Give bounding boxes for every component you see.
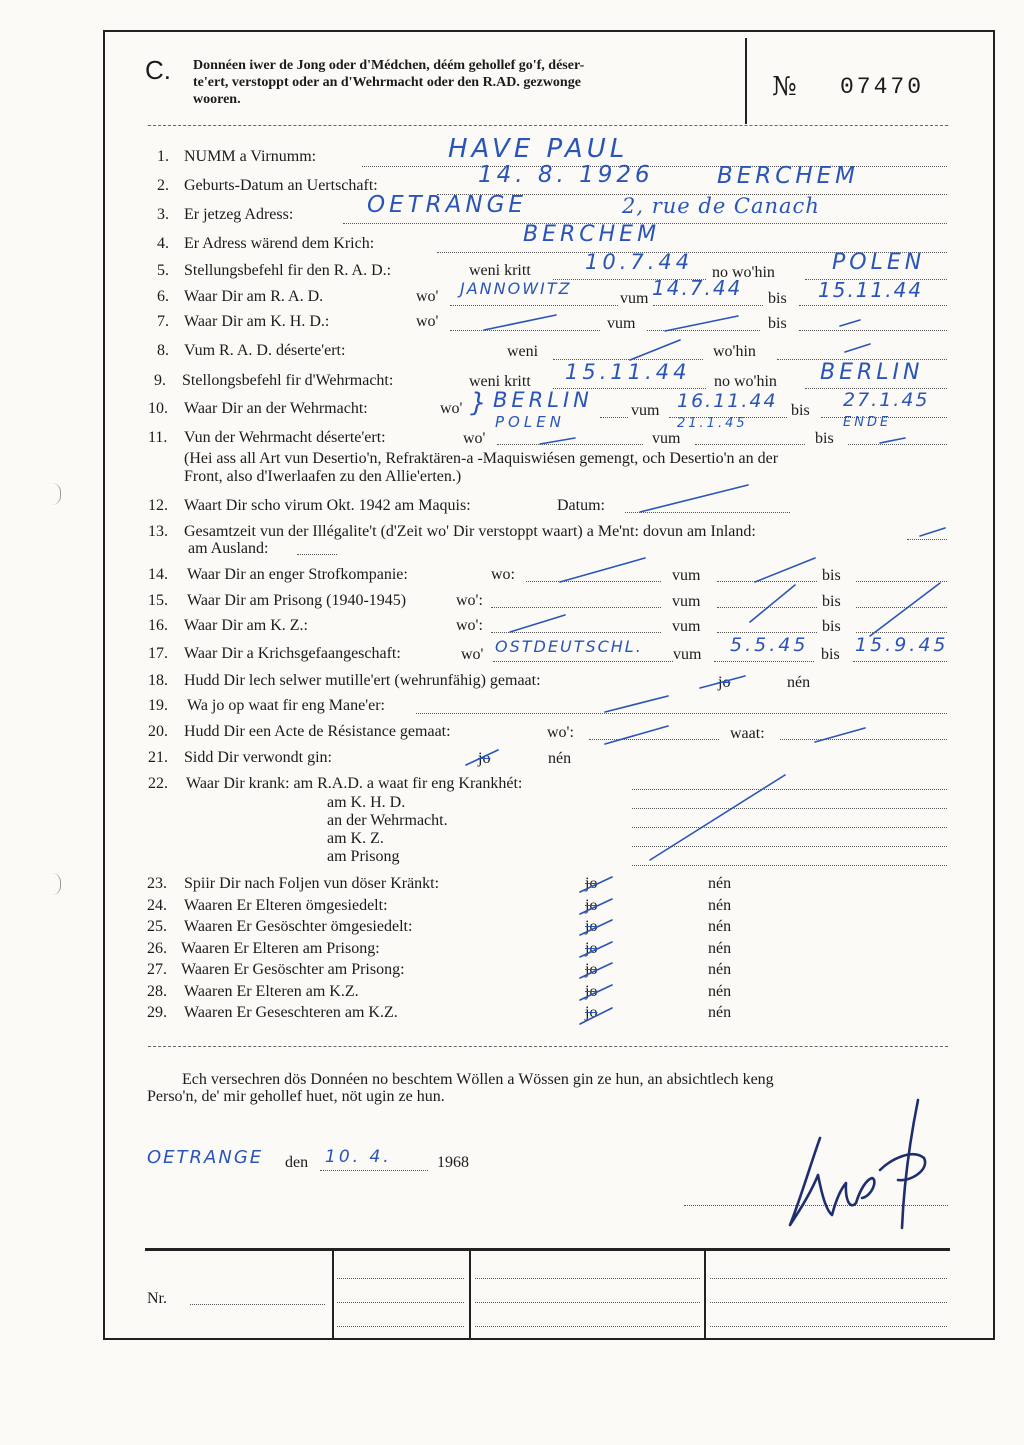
q7-vum: vum [607, 315, 636, 332]
footer-nr: Nr. [147, 1290, 167, 1307]
q20-waat-line [780, 739, 947, 740]
q14-wo: wo: [491, 566, 515, 583]
q19-line [416, 713, 947, 714]
header-title-line-2: te'ert, verstoppt oder an d'Wehrmacht oder den R.AD. gezwonge [193, 75, 581, 90]
q22-line-rad [632, 789, 947, 790]
q16-from-line [717, 632, 817, 633]
declaration-place-value[interactable]: OETRANGE [147, 1147, 264, 1168]
q6-place-value[interactable]: JANNOWITZ [460, 279, 572, 298]
q17-vum: vum [673, 646, 702, 663]
q12-date-line [625, 512, 790, 513]
q12-label: Waart Dir scho virum Okt. 1942 am Maquis: [184, 497, 471, 514]
q7-label: Waar Dir am K. H. D.: [184, 313, 330, 330]
q14-wo-line [526, 581, 661, 582]
yesno-nen-option[interactable]: nén [708, 940, 732, 957]
q6-vum: vum [620, 290, 649, 307]
q6-bis: bis [768, 290, 787, 307]
q6-to-line [799, 305, 947, 306]
footer-nr-line [190, 1304, 325, 1305]
q11-note-line-1: (Hei ass all Art vun Desertio'n, Refraktären-a -Maquiswiésen gemengt, och Desertio'n an der [184, 450, 779, 467]
header-rule [148, 125, 948, 126]
q13-label: Gesamtzeit vun der Illégalite't (d'Zeit wo' Dir verstoppt waart) a Me'nt: dovun am Inland: [184, 523, 756, 540]
q22-sub-wehrmacht: an der Wehrmacht. [327, 812, 448, 829]
yesno-nen-option[interactable]: nén [708, 918, 732, 935]
q17-wo: wo' [461, 646, 484, 663]
yesno-number: 24. [147, 897, 167, 914]
q10-brace: } [470, 388, 487, 418]
yesno-jo-option[interactable]: jo [585, 983, 598, 1000]
q11-number: 11. [148, 429, 168, 446]
q6-place-line [450, 305, 618, 306]
yesno-nen-option[interactable]: nén [708, 897, 732, 914]
q22-sub-khd: am K. H. D. [327, 794, 406, 811]
yesno-label: Waaren Er Elteren am Prisong: [181, 940, 380, 957]
q9-place-value[interactable]: BERLIN [820, 360, 924, 385]
q10-wo: wo' [440, 400, 463, 417]
yesno-label: Waaren Er Elteren ömgesiedelt: [184, 897, 388, 914]
q1-name-value[interactable]: HAVE PAUL [448, 134, 629, 164]
q19-label: Wa jo op waat fir eng Mane'er: [187, 697, 385, 714]
yesno-nen-option[interactable]: nén [708, 875, 732, 892]
q17-label: Waar Dir a Krichsgefaangeschaft: [184, 645, 401, 662]
q15-label: Waar Dir am Prisong (1940-1945) [187, 592, 407, 609]
q1-label: NUMM a Virnumm: [184, 148, 317, 165]
footer-cell-line [475, 1278, 700, 1279]
yesno-jo-option[interactable]: jo [585, 875, 598, 892]
q10-place2-value[interactable]: POLEN [495, 413, 565, 431]
q5-no-wohin: no wo'hin [712, 264, 775, 281]
yesno-label: Waaren Er Gesöschter ömgesiedelt: [184, 918, 413, 935]
yesno-label: Waaren Er Geseschteren am K.Z. [184, 1004, 398, 1021]
footer-cell-line [337, 1302, 464, 1303]
q1-line [362, 166, 947, 167]
q16-vum: vum [672, 618, 701, 635]
q5-weni-kritt: weni kritt [469, 262, 531, 279]
yesno-nen-option[interactable]: nén [708, 961, 732, 978]
q11-label: Vun der Wehrmacht déserte'ert: [184, 429, 386, 446]
q14-label: Waar Dir an enger Strofkompanie: [187, 566, 408, 583]
q7-bis: bis [768, 315, 787, 332]
q7-from-line [647, 330, 760, 331]
q3-number: 3. [157, 206, 169, 223]
q15-wo: wo': [456, 592, 483, 609]
q16-wo: wo': [456, 617, 483, 634]
q18-label: Hudd Dir lech selwer mutille'ert (wehrunfähig) gemaat: [184, 672, 541, 689]
q10-place-line [600, 417, 628, 418]
q2-date-value[interactable]: 14. 8. 1926 [478, 162, 654, 188]
declaration-line-1: Ech versechren dös Donnéen no beschtem Wöllen a Wössen gin ze hun, an absichtlech keng [182, 1071, 774, 1088]
q6-from-value[interactable]: 14.7.44 [652, 276, 743, 300]
q10-from2-value[interactable]: 21.1.45 [677, 416, 748, 431]
q2-number: 2. [157, 177, 169, 194]
q13-ausland: am Ausland: [188, 540, 269, 557]
footer-divider-1 [332, 1250, 334, 1340]
q22-line-khd [632, 808, 947, 809]
q22-line-prisong [632, 865, 947, 866]
q20-number: 20. [148, 723, 168, 740]
yesno-number: 26. [147, 940, 167, 957]
q17-place-value[interactable]: OSTDEUTSCHL. [495, 637, 643, 656]
q5-date-value[interactable]: 10.7.44 [585, 250, 694, 274]
q12-number: 12. [148, 497, 168, 514]
q7-wo: wo' [416, 313, 439, 330]
q5-number: 5. [157, 262, 169, 279]
q3-street-value[interactable]: 2, rue de Canach [622, 194, 820, 218]
yesno-jo-option[interactable]: jo [585, 940, 598, 957]
q11-vum: vum [652, 430, 681, 447]
signature-line [684, 1205, 948, 1206]
yesno-number: 25. [147, 918, 167, 935]
declaration-date-value[interactable]: 10. 4. [325, 1147, 392, 1167]
q10-vum: vum [631, 402, 660, 419]
q13-number: 13. [148, 523, 168, 540]
q10-from1-value[interactable]: 16.11.44 [677, 390, 778, 412]
q16-label: Waar Dir am K. Z.: [184, 617, 308, 634]
yesno-number: 28. [147, 983, 167, 1000]
q11-wo-line [497, 444, 643, 445]
q22-line-wehrmacht [632, 827, 947, 828]
q21-jo-option[interactable]: jo [478, 750, 491, 767]
yesno-jo-option[interactable]: jo [585, 918, 598, 935]
q22-sub-kz: am K. Z. [327, 830, 384, 847]
q18-nen-option[interactable]: nén [787, 674, 811, 691]
q17-to-line [853, 661, 947, 662]
q17-bis: bis [821, 646, 840, 663]
q15-from-line [717, 607, 817, 608]
yesno-number: 29. [147, 1004, 167, 1021]
q18-number: 18. [148, 672, 168, 689]
q10-label: Waar Dir an der Wehrmacht: [184, 400, 368, 417]
footer-divider-3 [704, 1250, 706, 1340]
q4-address-value[interactable]: BERCHEM [523, 222, 661, 247]
declaration-den: den [285, 1154, 309, 1171]
q14-number: 14. [148, 566, 168, 583]
yesno-jo-option[interactable]: jo [585, 897, 598, 914]
q2-place-value[interactable]: BERCHEM [717, 163, 860, 189]
q22-number: 22. [148, 775, 168, 792]
q11-from-line [695, 444, 805, 445]
punch-hole-bottom [52, 873, 61, 895]
footer-cell-line [475, 1326, 700, 1327]
footer-cell-line [475, 1302, 700, 1303]
q2-label: Geburts-Datum an Uertschaft: [184, 177, 378, 194]
q18-jo-option[interactable]: jo [718, 674, 731, 691]
q11-bis: bis [815, 430, 834, 447]
yesno-label: Spiir Dir nach Foljen vun döser Kränkt: [184, 875, 440, 892]
q14-to-line [856, 581, 947, 582]
q16-number: 16. [148, 617, 168, 634]
q4-number: 4. [157, 235, 169, 252]
footer-top-rule [145, 1248, 950, 1251]
q20-label: Hudd Dir een Acte de Résistance gemaat: [184, 723, 451, 740]
q7-wo-line [450, 330, 600, 331]
q7-number: 7. [157, 313, 169, 330]
q3-town-value[interactable]: OETRANGE [367, 192, 527, 218]
yesno-number: 27. [147, 961, 167, 978]
q15-wo-line [491, 607, 661, 608]
q20-wo-line [589, 739, 719, 740]
q10-number: 10. [148, 400, 168, 417]
q9-date-value[interactable]: 15.11.44 [565, 360, 691, 384]
q6-label: Waar Dir am R. A. D. [184, 288, 324, 305]
q17-to-value[interactable]: 15.9.45 [855, 634, 949, 656]
q6-from-line [653, 305, 763, 306]
q9-label: Stellongsbefehl fir d'Wehrmacht: [182, 372, 394, 389]
header-title-line-3: wooren. [193, 92, 241, 107]
q16-wo-line [491, 632, 661, 633]
declaration-line-2: Perso'n, de' mir gehollef huet, nöt ugin ze hun. [147, 1088, 445, 1105]
q12-datum: Datum: [557, 497, 605, 514]
q1-number: 1. [157, 148, 169, 165]
form-number: 07470 [840, 74, 925, 100]
footer-cell-line [710, 1278, 947, 1279]
q6-to-value[interactable]: 15.11.44 [818, 278, 924, 302]
section-letter: C. [145, 55, 171, 85]
q20-waat: waat: [730, 725, 765, 742]
q21-number: 21. [148, 749, 168, 766]
footer-cell-line [337, 1326, 464, 1327]
header-title-line-1: Donnéen iwer de Jong oder d'Médchen, déém gehollef go'f, déser- [193, 58, 585, 73]
footer-divider-2 [469, 1250, 471, 1340]
yesno-nen-option[interactable]: nén [708, 1004, 732, 1021]
q8-weni: weni [507, 343, 539, 360]
q22-line-kz [632, 846, 947, 847]
q10-bis: bis [791, 402, 810, 419]
q15-bis: bis [822, 593, 841, 610]
q8-wohin: wo'hin [713, 343, 756, 360]
q9-no-wohin: no wo'hin [714, 373, 777, 390]
yesno-jo-option[interactable]: jo [585, 961, 598, 978]
q22-label: Waar Dir krank: am R.A.D. a waat fir eng Krankhét: [186, 775, 523, 792]
q15-number: 15. [148, 592, 168, 609]
q21-label: Sidd Dir verwondt gin: [184, 749, 332, 766]
declaration-date-line [320, 1170, 428, 1171]
q16-to-line [856, 632, 947, 633]
q13-ausland-line [297, 554, 337, 555]
q17-number: 17. [148, 645, 168, 662]
footer-cell-line [710, 1326, 947, 1327]
q4-label: Er Adress wärend dem Krich: [184, 235, 375, 252]
yesno-jo-option[interactable]: jo [585, 1004, 598, 1021]
q14-vum: vum [672, 567, 701, 584]
q6-wo: wo' [416, 288, 439, 305]
q10-to2-value[interactable]: ENDE [843, 415, 892, 430]
q9-number: 9. [154, 372, 166, 389]
q3-label: Er jetzeg Adress: [184, 206, 294, 223]
declaration-rule [148, 1046, 948, 1047]
q21-nen-option[interactable]: nén [548, 750, 572, 767]
number-symbol: № [772, 72, 797, 102]
q11-wo: wo' [463, 430, 486, 447]
header-divider [745, 38, 747, 124]
yesno-nen-option[interactable]: nén [708, 983, 732, 1000]
q17-from-line [714, 661, 814, 662]
yesno-label: Waaren Er Elteren am K.Z. [184, 983, 359, 1000]
q15-to-line [856, 607, 947, 608]
punch-hole-top [52, 483, 61, 505]
q20-wo: wo': [547, 724, 574, 741]
q7-to-line [799, 330, 947, 331]
q5-label: Stellungsbefehl fir den R. A. D.: [184, 262, 392, 279]
q8-number: 8. [157, 342, 169, 359]
q11-to-line [848, 444, 947, 445]
q13-inland-line [907, 539, 947, 540]
q14-from-line [717, 581, 817, 582]
q10-to1-value[interactable]: 27.1.45 [843, 389, 930, 411]
yesno-number: 23. [147, 875, 167, 892]
q15-vum: vum [672, 593, 701, 610]
q11-note-line-2: Front, also d'Iwerlaafen zu den Allie'erten.) [184, 468, 462, 485]
signature-text [1, 1, 4, 2]
q5-place-value[interactable]: POLEN [832, 250, 926, 275]
q17-from-value[interactable]: 5.5.45 [730, 634, 809, 656]
q17-place-line [493, 661, 673, 662]
yesno-label: Waaren Er Gesöschter am Prisong: [181, 961, 405, 978]
declaration-year: 1968 [437, 1154, 469, 1171]
footer-cell-line [337, 1278, 464, 1279]
q14-bis: bis [822, 567, 841, 584]
footer-cell-line [710, 1302, 947, 1303]
q8-label: Vum R. A. D. déserte'ert: [184, 342, 346, 359]
q6-number: 6. [157, 288, 169, 305]
q16-bis: bis [822, 618, 841, 635]
q9-weni-kritt: weni kritt [469, 373, 531, 390]
q22-sub-prisong: am Prisong [327, 848, 400, 865]
q19-number: 19. [148, 697, 168, 714]
q10-place1-value[interactable]: BERLIN [493, 388, 593, 412]
